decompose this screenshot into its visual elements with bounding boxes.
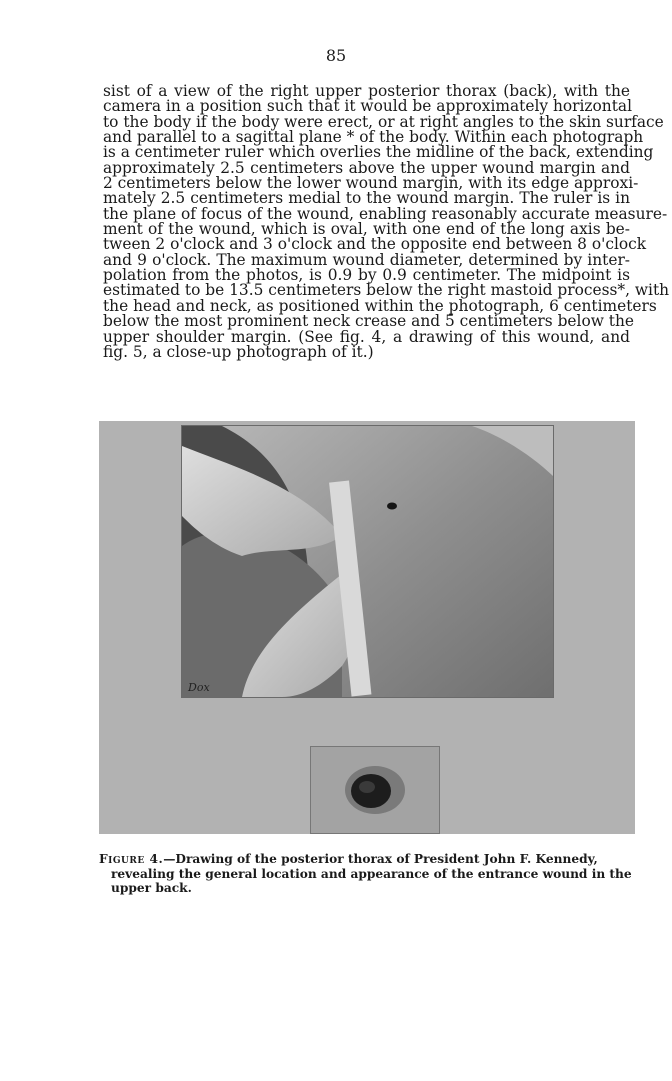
body-line: camera in a position such that it would be approximately horizontal xyxy=(103,97,632,116)
body-line: fig. 5, a close-up photograph of it.) xyxy=(103,342,374,361)
figure-caption xyxy=(99,852,639,896)
body-line: ment of the wound, which is oval, with one end of the long axis be- xyxy=(103,220,630,239)
body-line: tween 2 o'clock and 3 o'clock and the opposite end between 8 o'clock xyxy=(103,235,647,254)
body-line: polation from the photos, is 0.9 by 0.9 centimeter. The midpoint is xyxy=(103,266,630,285)
body-line: estimated to be 13.5 centimeters below the right mastoid process*, with xyxy=(103,281,670,300)
body-line: below the most prominent neck crease and 5 centimeters below the xyxy=(103,312,634,331)
artist-signature: Dox xyxy=(188,681,210,694)
caption-line: revealing the general location and appearance of the entrance wound in the xyxy=(111,866,632,881)
body-line: upper shoulder margin. (See fig. 4, a drawing of this wound, and xyxy=(103,327,630,346)
figure-plate xyxy=(99,421,635,834)
body-line: to the body if the body were erect, or at right angles to the skin surface xyxy=(103,112,664,131)
page-number: 85 xyxy=(325,46,347,65)
wound-closeup-inset xyxy=(310,746,440,834)
body-line: and 9 o'clock. The maximum wound diameter, determined by inter- xyxy=(103,250,630,269)
caption-line: —Drawing of the posterior thorax of President John F. Kennedy, xyxy=(163,852,598,866)
body-line: mately 2.5 centimeters medial to the wound margin. The ruler is in xyxy=(103,189,630,208)
wound-mark xyxy=(387,503,397,510)
body-line: the head and neck, as positioned within the photograph, 6 centimeters xyxy=(103,296,657,315)
body-text xyxy=(103,82,670,361)
caption-label: Figure 4. xyxy=(99,852,164,866)
body-line: 2 centimeters below the lower wound margin, with its edge approxi- xyxy=(103,174,639,193)
body-line: the plane of focus of the wound, enabling reasonably accurate measure- xyxy=(103,204,668,223)
caption-line: upper back. xyxy=(111,881,192,895)
body-line: sist of a view of the right upper posterior thorax (back), with the xyxy=(103,82,630,100)
body-line: approximately 2.5 centimeters above the upper wound margin and xyxy=(103,158,630,177)
back-drawing xyxy=(181,425,554,698)
body-line: is a centimeter ruler which overlies the midline of the back, extending xyxy=(103,143,654,162)
body-line: and parallel to a sagittal plane * of the body. Within each photograph xyxy=(103,128,644,147)
